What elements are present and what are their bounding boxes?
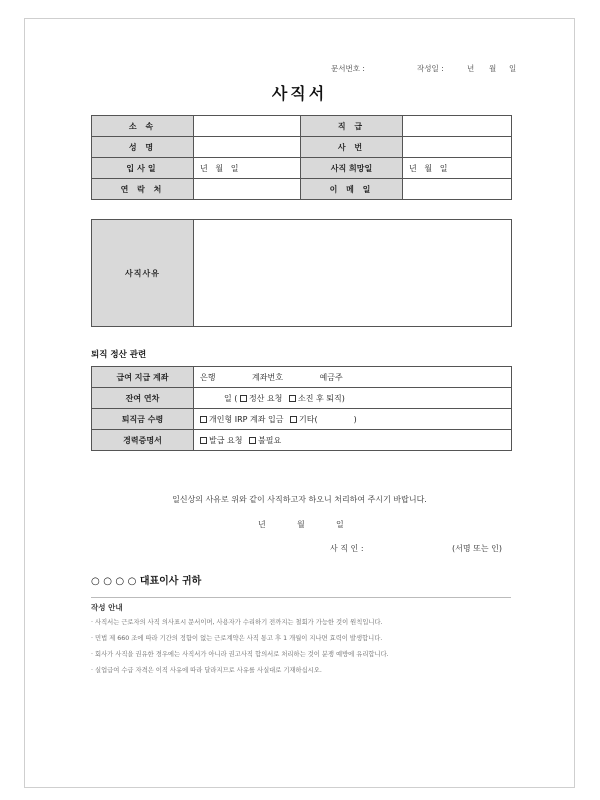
position-label: 직 급 xyxy=(301,116,403,137)
desired-date-label: 사직 희망일 xyxy=(301,158,403,179)
employee-no-field[interactable] xyxy=(403,137,512,158)
document-title: 사직서 xyxy=(271,84,328,103)
sign-month: 월 xyxy=(297,520,305,529)
guide-divider xyxy=(91,597,511,598)
affiliation-field[interactable] xyxy=(194,116,301,137)
join-date-label: 입사일 xyxy=(92,158,194,179)
addressee: ○ ○ ○ ○ 대표이사 귀하 xyxy=(91,576,202,587)
holder-label: 예금주 xyxy=(319,372,343,382)
certificate-field xyxy=(194,430,512,451)
resignation-statement: 일신상의 사유로 위와 같이 사직하고자 하오니 처리하여 주시기 바랍니다. xyxy=(172,495,427,504)
cert-request-label: 발급 요청 xyxy=(209,435,243,445)
irp-checkbox[interactable] xyxy=(200,416,207,423)
reason-label: 사직사유 xyxy=(92,220,194,327)
guide-title: 작성 안내 xyxy=(91,603,123,612)
sign-year: 년 xyxy=(258,520,266,529)
settlement-heading: 퇴직 정산 관련 xyxy=(91,350,147,360)
pension-field xyxy=(194,409,512,430)
cert-not-needed-label: 불필요 xyxy=(258,435,282,445)
cert-not-needed-checkbox[interactable] xyxy=(249,437,256,444)
email-field[interactable] xyxy=(403,179,512,200)
name-label: 성 명 xyxy=(92,137,194,158)
signer-label: 사 직 인 : xyxy=(330,544,364,553)
leave-day-text: 일 ( xyxy=(224,393,238,403)
affiliation-label: 소 속 xyxy=(92,116,194,137)
written-date-label: 작성일 : xyxy=(417,64,444,73)
sign-note: (서명 또는 인) xyxy=(452,544,502,553)
employee-no-label: 사 번 xyxy=(301,137,403,158)
guide-line: · 실업급여 수급 자격은 이직 사유에 따라 달라지므로 사유를 사실대로 기재하십시오. xyxy=(91,667,322,674)
other-close-paren: ) xyxy=(353,414,357,424)
settle-request-label: 정산 요청 xyxy=(248,393,283,403)
account-no-label: 계좌번호 xyxy=(252,372,283,382)
use-before-leave-label: 소진 후 퇴직) xyxy=(297,393,345,403)
doc-number-label: 문서번호 : xyxy=(331,64,365,73)
settle-request-checkbox[interactable] xyxy=(240,395,247,402)
other-checkbox[interactable] xyxy=(290,416,297,423)
join-date-field[interactable]: 년 월 일 xyxy=(194,158,301,179)
guide-line: · 사직서는 근로자의 사직 의사표시 문서이며, 사용자가 수리하기 전까지는 철회가 가능한 것이 원칙입니다. xyxy=(91,619,383,626)
certificate-label: 경력증명서 xyxy=(92,430,194,451)
salary-account-field[interactable] xyxy=(194,367,512,388)
settlement-table xyxy=(91,366,512,451)
position-field[interactable] xyxy=(403,116,512,137)
written-date-day: 일 xyxy=(509,64,517,73)
use-before-leave-checkbox[interactable] xyxy=(289,395,296,402)
written-date-month: 월 xyxy=(489,64,497,73)
sign-day: 일 xyxy=(336,520,344,529)
reason-table xyxy=(91,219,512,327)
document-page xyxy=(24,18,575,788)
contact-label: 연 락 처 xyxy=(92,179,194,200)
written-date-year: 년 xyxy=(467,64,475,73)
personal-info-table xyxy=(91,115,512,200)
pension-label: 퇴직금 수령 xyxy=(92,409,194,430)
bank-label: 은행 xyxy=(200,372,216,382)
salary-account-label: 급여 지급 계좌 xyxy=(92,367,194,388)
guide-line: · 회사가 사직을 권유한 경우에는 사직서가 아니라 권고사직 합의서로 처리하는 것이 분쟁 예방에 유리합니다. xyxy=(91,651,389,658)
leave-label: 잔여 연차 xyxy=(92,388,194,409)
irp-label: 개인형 IRP 계좌 입금 xyxy=(209,414,284,424)
email-label: 이 메 일 xyxy=(301,179,403,200)
name-field[interactable] xyxy=(194,137,301,158)
contact-field[interactable] xyxy=(194,179,301,200)
cert-request-checkbox[interactable] xyxy=(200,437,207,444)
reason-field[interactable] xyxy=(194,220,512,327)
other-label: 기타( xyxy=(299,414,318,424)
guide-line: · 민법 제 660 조에 따라 기간의 정함이 없는 근로계약은 사직 통고 후 1 개월이 지나면 효력이 발생합니다. xyxy=(91,635,383,642)
desired-date-field[interactable]: 년 월 일 xyxy=(403,158,512,179)
leave-field xyxy=(194,388,512,409)
